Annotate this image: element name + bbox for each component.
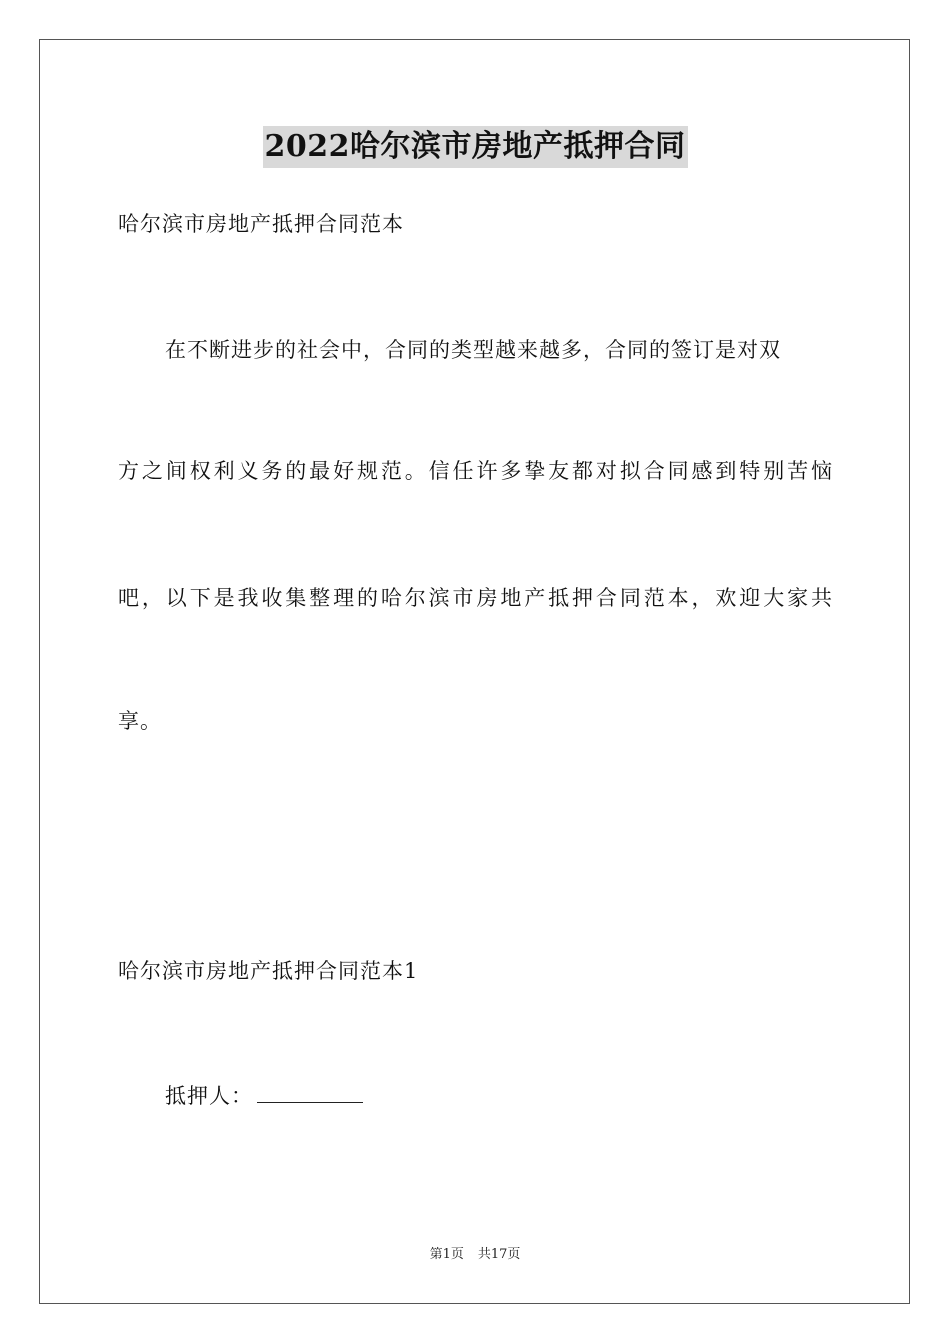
section-heading: 哈尔滨市房地产抵押合同范本1 xyxy=(118,959,419,983)
intro-line-1: 在不断进步的社会中，合同的类型越来越多，合同的签订是对双 xyxy=(165,338,781,362)
page-number-current: 第1页 xyxy=(429,1247,464,1262)
page-footer xyxy=(0,1246,950,1264)
mortgagor-blank-field[interactable] xyxy=(257,1082,363,1103)
document-subtitle: 哈尔滨市房地产抵押合同范本 xyxy=(118,212,404,236)
intro-line-2: 方之间权利义务的最好规范。信任许多挚友都对拟合同感到特别苦恼 xyxy=(118,459,832,483)
page-number-total: 共17页 xyxy=(477,1247,521,1262)
mortgagor-label: 抵押人： xyxy=(165,1084,253,1108)
intro-line-3: 吧，以下是我收集整理的哈尔滨市房地产抵押合同范本，欢迎大家共 xyxy=(118,586,832,610)
document-title: 2022哈尔滨市房地产抵押合同 xyxy=(263,126,688,168)
intro-line-4: 享。 xyxy=(118,709,162,733)
title-container xyxy=(0,126,950,168)
mortgagor-row xyxy=(165,1081,363,1111)
